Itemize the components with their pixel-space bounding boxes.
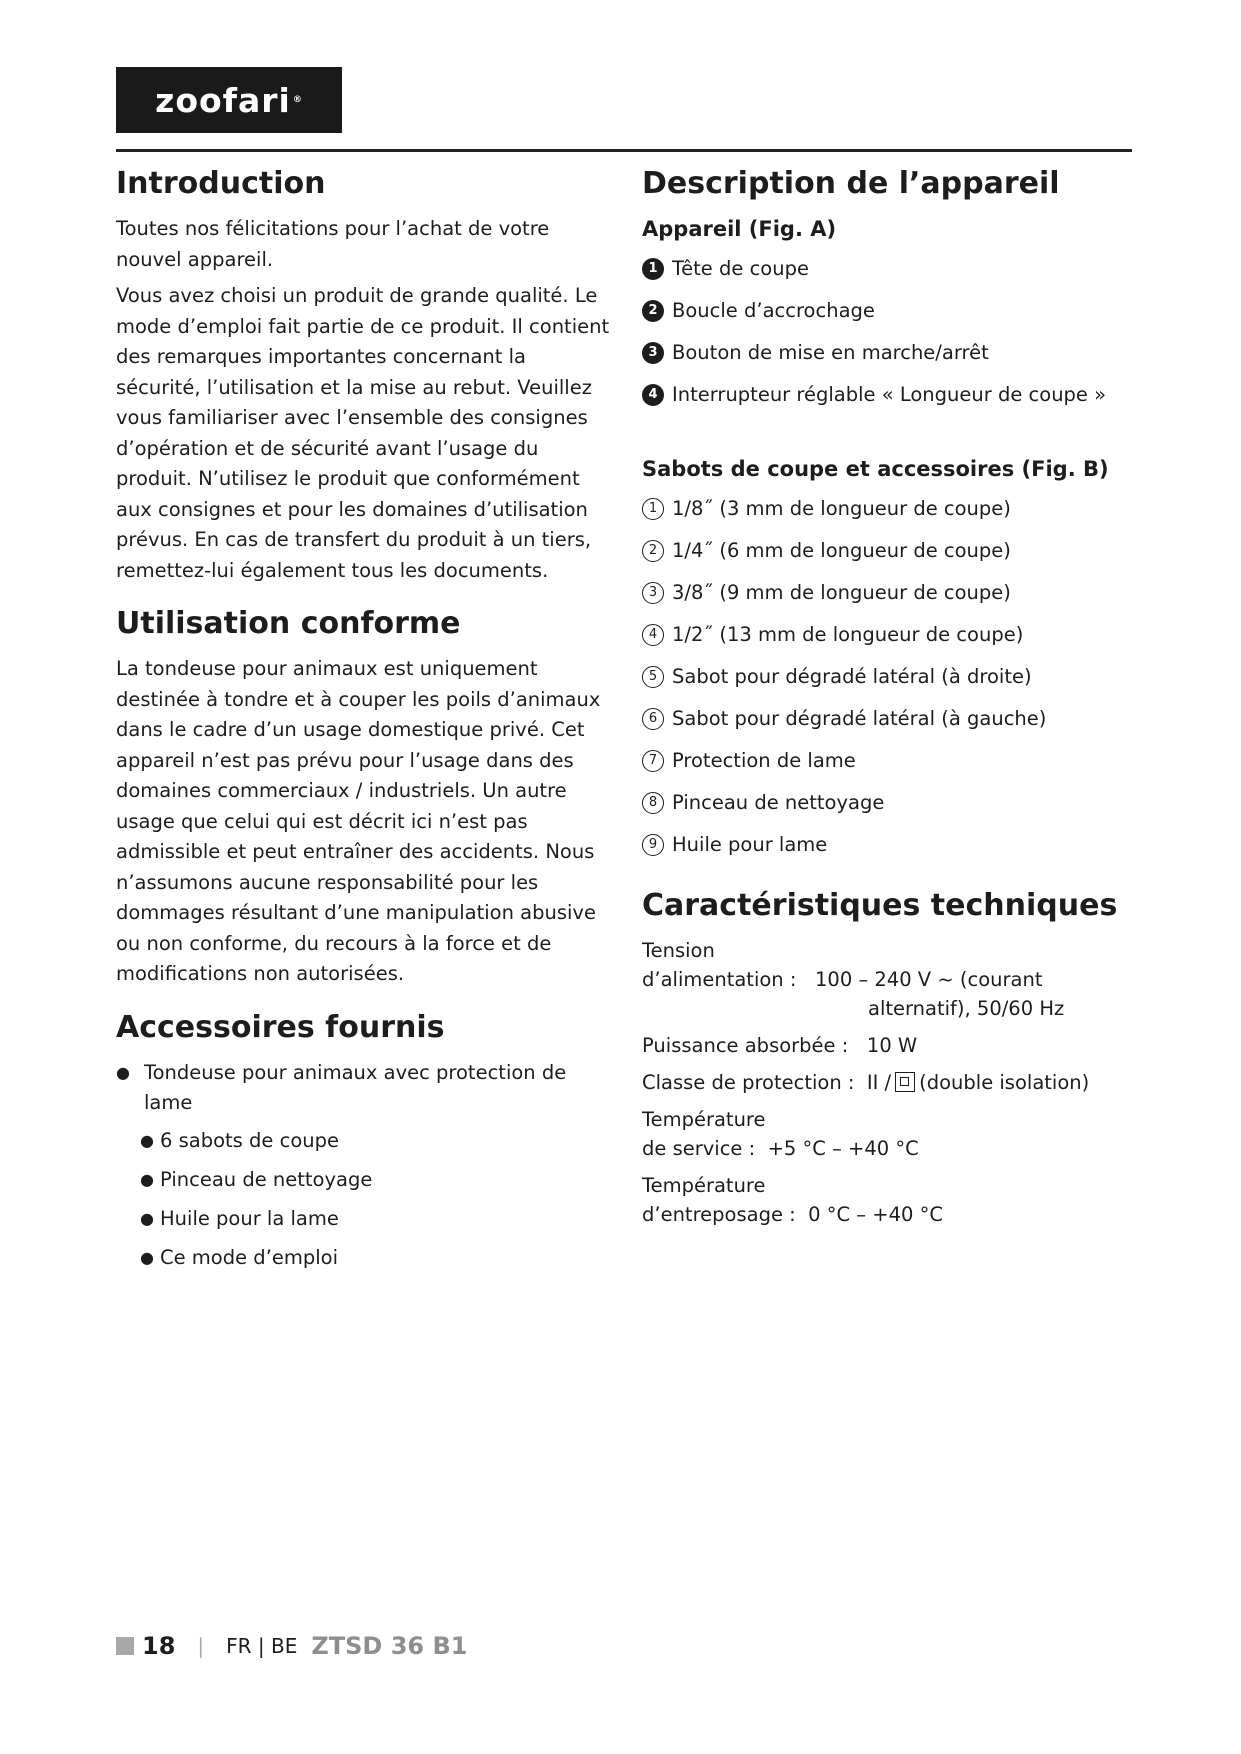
list-item bbox=[642, 380, 1122, 410]
list-item: ● Pinceau de nettoyage bbox=[140, 1165, 616, 1195]
list-item bbox=[642, 578, 1122, 608]
description-heading: Description de l’appareil bbox=[642, 166, 1060, 201]
page-number: 18 bbox=[142, 1632, 176, 1660]
number-badge: 9 bbox=[642, 834, 664, 856]
page-footer bbox=[116, 1632, 467, 1660]
spec-protection-prefix: Classe de protection : II / bbox=[642, 1071, 892, 1094]
list-item-label: Protection de lame bbox=[672, 749, 856, 772]
list-item-label: 1/2˝ (13 mm de longueur de coupe) bbox=[672, 623, 1024, 646]
number-badge: 3 bbox=[642, 342, 664, 364]
number-badge: 4 bbox=[642, 384, 664, 406]
footer-separator: | bbox=[197, 1634, 205, 1658]
number-badge: 4 bbox=[642, 624, 664, 646]
number-badge: 2 bbox=[642, 540, 664, 562]
spec-protection-class bbox=[642, 1068, 1122, 1097]
spec-protection-suffix: (double isolation) bbox=[919, 1071, 1090, 1094]
list-item bbox=[642, 704, 1122, 734]
list-item-label: Tête de coupe bbox=[672, 257, 809, 280]
accessory-main bbox=[116, 1058, 616, 1118]
specs-heading: Caractéristiques techniques bbox=[642, 888, 1118, 923]
list-item bbox=[642, 620, 1122, 650]
list-item bbox=[642, 662, 1122, 692]
footer-model: ZTSD 36 B1 bbox=[311, 1632, 468, 1660]
list-item-label: Pinceau de nettoyage bbox=[672, 791, 885, 814]
list-item-label: Sabot pour dégradé latéral (à gauche) bbox=[672, 707, 1047, 730]
list-item-label: 3/8˝ (9 mm de longueur de coupe) bbox=[672, 581, 1011, 604]
number-badge: 8 bbox=[642, 792, 664, 814]
spec-tension-line-2: d’alimentation : 100 – 240 V ~ (courant bbox=[642, 968, 1043, 991]
list-item bbox=[642, 494, 1122, 524]
usage-paragraph: La tondeuse pour animaux est uniquement destinée à tondre et à couper les poils d’animaux dans le cadre d’un usage domestique privé. Cet appareil n’est pas prévu pour l’usage dans des domaines commerciaux / industriels. Un autre usage que celui qui est décrit ici n’est pas admissible et peut entraîner des accidents. Nous n’assumons aucune responsabilité pour les dommages résultant d’une manipulation abusive ou non conforme, du recours à la force et de modifications non autorisées. bbox=[116, 657, 601, 985]
section-usage bbox=[116, 602, 616, 990]
double-insulation-icon bbox=[895, 1072, 915, 1092]
brand-name: zoofari bbox=[155, 80, 291, 120]
section-specs bbox=[642, 884, 1122, 1229]
spec-tension bbox=[642, 936, 1122, 1023]
list-item-label: Bouton de mise en marche/arrêt bbox=[672, 341, 989, 364]
number-badge: 7 bbox=[642, 750, 664, 772]
spec-tension-line-1: Tension bbox=[642, 939, 715, 962]
section-description bbox=[642, 162, 1122, 860]
introduction-paragraph-2: Vous avez choisi un produit de grande qualité. Le mode d’emploi fait partie de ce produit. Il contient des remarques importantes concernant la sécurité, l’utilisation et la mise au rebut. Veuillez vous familiariser avec l’ensemble des consignes d’opération et de sécurité avant l’usage du produit. N’utilisez le produit que conformément aux consignes et pour les domaines d’utilisation prévus. En cas de transfert du produit à un tiers, remettez-lui également tous les documents. bbox=[116, 284, 610, 582]
fig-a-heading: Appareil (Fig. A) bbox=[642, 217, 837, 241]
list-item bbox=[642, 830, 1122, 860]
list-item bbox=[642, 788, 1122, 818]
spec-temp-storage bbox=[642, 1171, 1122, 1229]
section-introduction bbox=[116, 162, 616, 586]
list-item bbox=[642, 338, 1122, 368]
section-accessories bbox=[116, 1006, 616, 1273]
list-item: ● Huile pour la lame bbox=[140, 1204, 616, 1234]
fig-b-heading: Sabots de coupe et accessoires (Fig. B) bbox=[642, 457, 1109, 481]
spec-temp-storage-line-1: Température bbox=[642, 1174, 766, 1197]
footer-square-icon bbox=[116, 1637, 134, 1655]
list-item-label: 1/4˝ (6 mm de longueur de coupe) bbox=[672, 539, 1011, 562]
list-item-label: Sabot pour dégradé latéral (à droite) bbox=[672, 665, 1032, 688]
number-badge: 5 bbox=[642, 666, 664, 688]
spec-temp-service-line-1: Température bbox=[642, 1108, 766, 1131]
introduction-paragraph-1: Toutes nos félicitations pour l’achat de votre nouvel appareil. bbox=[116, 217, 550, 271]
spec-temp-service bbox=[642, 1105, 1122, 1163]
list-item-label: Huile pour lame bbox=[672, 833, 828, 856]
spec-power: Puissance absorbée : 10 W bbox=[642, 1034, 918, 1057]
list-item bbox=[642, 536, 1122, 566]
brand-logo bbox=[116, 67, 342, 133]
spec-tension-line-3: alternatif), 50/60 Hz bbox=[868, 997, 1065, 1020]
number-badge: 1 bbox=[642, 498, 664, 520]
usage-heading: Utilisation conforme bbox=[116, 606, 461, 641]
brand-mark: ® bbox=[292, 95, 303, 105]
list-item bbox=[642, 746, 1122, 776]
left-column bbox=[116, 162, 616, 1289]
number-badge: 6 bbox=[642, 708, 664, 730]
number-badge: 3 bbox=[642, 582, 664, 604]
accessories-sublist bbox=[116, 1126, 616, 1273]
list-item-label: Interrupteur réglable « Longueur de coupe » bbox=[672, 383, 1107, 406]
footer-language: FR | BE bbox=[226, 1634, 298, 1658]
spec-temp-service-line-2: de service : +5 °C – +40 °C bbox=[642, 1137, 919, 1160]
list-item-label: 1/8˝ (3 mm de longueur de coupe) bbox=[672, 497, 1011, 520]
right-column bbox=[642, 162, 1122, 1245]
number-badge: 1 bbox=[642, 258, 664, 280]
list-item: ● Ce mode d’emploi bbox=[140, 1243, 616, 1273]
list-item: ● 6 sabots de coupe bbox=[140, 1126, 616, 1156]
list-item bbox=[642, 296, 1122, 326]
number-badge: 2 bbox=[642, 300, 664, 322]
list-item-label: Boucle d’accrochage bbox=[672, 299, 875, 322]
introduction-heading: Introduction bbox=[116, 166, 326, 201]
list-item bbox=[642, 254, 1122, 284]
accessory-main-label: Tondeuse pour animaux avec protection de lame bbox=[144, 1060, 567, 1114]
accessories-heading: Accessoires fournis bbox=[116, 1009, 445, 1045]
header-divider bbox=[116, 149, 1132, 152]
accessories-list bbox=[116, 1058, 616, 1118]
spec-temp-storage-line-2: d’entreposage : 0 °C – +40 °C bbox=[642, 1203, 943, 1226]
